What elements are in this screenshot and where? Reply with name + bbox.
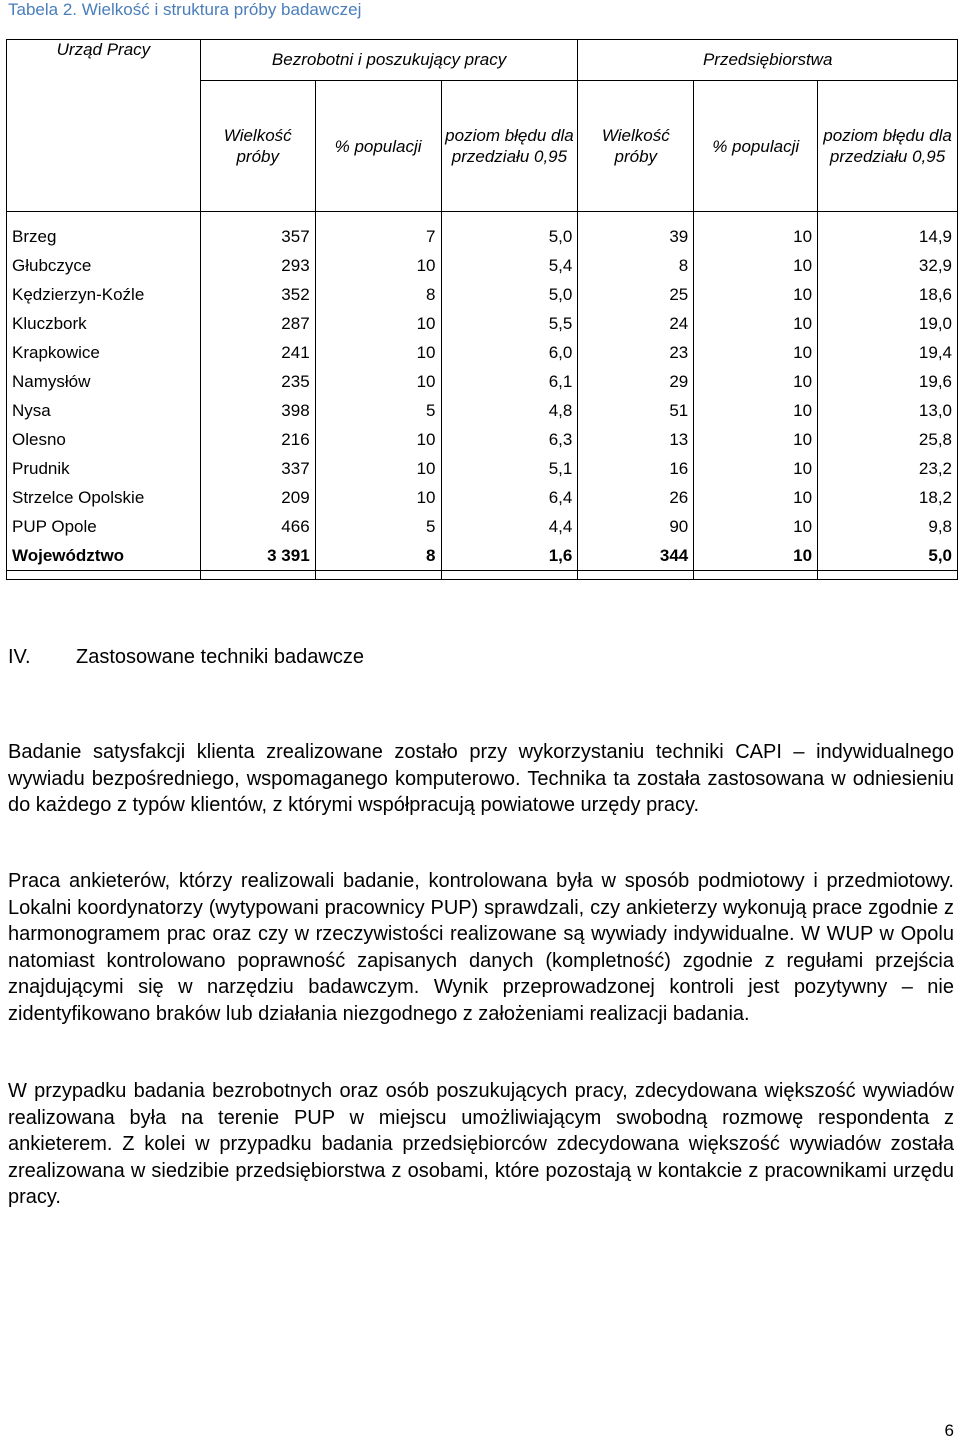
value-cell: 10 — [694, 338, 818, 367]
table-row — [7, 425, 958, 454]
office-name-cell: Kluczbork — [7, 309, 201, 338]
office-name-cell: Prudnik — [7, 454, 201, 483]
value-cell: 216 — [200, 425, 315, 454]
value-cell: 8 — [578, 251, 694, 280]
value-cell: 4,8 — [441, 396, 578, 425]
value-cell: 19,6 — [818, 367, 958, 396]
value-cell: 8 — [315, 280, 441, 309]
value-cell: 10 — [694, 251, 818, 280]
table-row — [7, 309, 958, 338]
table-bottom-spacer — [7, 571, 201, 580]
office-name-cell: Namysłów — [7, 367, 201, 396]
table-caption: Tabela 2. Wielkość i struktura próby badawczej — [8, 0, 362, 19]
office-name-cell: Krapkowice — [7, 338, 201, 367]
table-bottom-spacer — [315, 571, 441, 580]
section-heading — [8, 646, 364, 669]
office-name-cell: Strzelce Opolskie — [7, 483, 201, 512]
table-row — [7, 251, 958, 280]
value-cell: 14,9 — [818, 222, 958, 251]
table-bottom-spacer — [441, 571, 578, 580]
value-cell: 8 — [315, 541, 441, 571]
value-cell: 10 — [694, 396, 818, 425]
value-cell: 19,0 — [818, 309, 958, 338]
value-cell: 29 — [578, 367, 694, 396]
value-cell: 235 — [200, 367, 315, 396]
value-cell: 10 — [694, 483, 818, 512]
value-cell: 10 — [315, 454, 441, 483]
header-error-level-companies: poziom błędu dla przedziału 0,95 — [818, 81, 958, 212]
value-cell: 5,0 — [818, 541, 958, 571]
paragraph-capi: Badanie satysfakcji klienta zrealizowane zostało przy wykorzystaniu techniki CAPI – indywidualnego wywiadu bezpośredniego, wspomaganego komputerowo. Technika ta została zastosowana w odniesieniu do każdego z typów klientów, z którymi współpracują powiatowe urzędy pracy. — [8, 741, 954, 816]
section-title: Zastosowane techniki badawcze — [76, 646, 364, 668]
value-cell: 337 — [200, 454, 315, 483]
value-cell: 10 — [315, 251, 441, 280]
table-bottom-spacer — [578, 571, 694, 580]
table-row — [7, 454, 958, 483]
table-row — [7, 367, 958, 396]
value-cell: 1,6 — [441, 541, 578, 571]
office-name-cell: Województwo — [7, 541, 201, 571]
value-cell: 25 — [578, 280, 694, 309]
value-cell: 5 — [315, 512, 441, 541]
office-name-cell: Głubczyce — [7, 251, 201, 280]
value-cell: 18,2 — [818, 483, 958, 512]
value-cell: 90 — [578, 512, 694, 541]
value-cell: 9,8 — [818, 512, 958, 541]
value-cell: 4,4 — [441, 512, 578, 541]
value-cell: 344 — [578, 541, 694, 571]
value-cell: 6,4 — [441, 483, 578, 512]
value-cell: 5 — [315, 396, 441, 425]
value-cell: 6,3 — [441, 425, 578, 454]
paragraph-interviewer-control: Praca ankieterów, którzy realizowali badanie, kontrolowana była w sposób podmiotowy i przedmiotowy. Lokalni koordynatorzy (wytypowani pracownicy PUP) sprawdzali, czy ankieterzy wykonują prace zgodnie z harmonogramem prac oraz czy w rzeczywistości realizowane są wywiady indywidualne. W WUP w Opolu natomiast kontrolowano poprawność zapisanych danych (kompletność) zgodnie z regułami przejścia znajdującymi się w narzędziu badawczym. Wynik przeprowadzonej kontroli jest pozytywny – nie zidentyfikowano braków lub działania niezgodnego z założeniami realizacji badania. — [8, 870, 954, 1025]
value-cell: 241 — [200, 338, 315, 367]
table-row — [7, 280, 958, 309]
table-bottom-spacer — [200, 571, 315, 580]
table-body — [7, 212, 958, 580]
value-cell: 23 — [578, 338, 694, 367]
office-name-cell: Olesno — [7, 425, 201, 454]
value-cell: 5,1 — [441, 454, 578, 483]
header-office: Urząd Pracy — [7, 40, 201, 212]
office-name-cell: Nysa — [7, 396, 201, 425]
table-bottom-spacer — [694, 571, 818, 580]
value-cell: 51 — [578, 396, 694, 425]
value-cell: 10 — [694, 280, 818, 309]
table-row — [7, 338, 958, 367]
value-cell: 5,0 — [441, 280, 578, 309]
value-cell: 10 — [694, 309, 818, 338]
sample-table — [6, 39, 958, 580]
value-cell: 3 391 — [200, 541, 315, 571]
value-cell: 10 — [315, 338, 441, 367]
table-row — [7, 396, 958, 425]
value-cell: 357 — [200, 222, 315, 251]
value-cell: 287 — [200, 309, 315, 338]
header-group-companies: Przedsiębiorstwa — [578, 40, 958, 81]
value-cell: 10 — [315, 309, 441, 338]
value-cell: 6,0 — [441, 338, 578, 367]
table-row — [7, 222, 958, 251]
header-sample-size-companies: Wielkość próby — [578, 81, 694, 212]
value-cell: 26 — [578, 483, 694, 512]
header-sample-size-unemployed: Wielkość próby — [200, 81, 315, 212]
value-cell: 5,5 — [441, 309, 578, 338]
value-cell: 7 — [315, 222, 441, 251]
value-cell: 16 — [578, 454, 694, 483]
value-cell: 25,8 — [818, 425, 958, 454]
value-cell: 19,4 — [818, 338, 958, 367]
value-cell: 466 — [200, 512, 315, 541]
office-name-cell: Brzeg — [7, 222, 201, 251]
value-cell: 293 — [200, 251, 315, 280]
value-cell: 398 — [200, 396, 315, 425]
value-cell: 24 — [578, 309, 694, 338]
value-cell: 23,2 — [818, 454, 958, 483]
value-cell: 10 — [694, 512, 818, 541]
value-cell: 39 — [578, 222, 694, 251]
table-row — [7, 512, 958, 541]
value-cell: 10 — [315, 425, 441, 454]
header-error-level-unemployed: poziom błędu dla przedziału 0,95 — [441, 81, 578, 212]
value-cell: 5,4 — [441, 251, 578, 280]
value-cell: 13 — [578, 425, 694, 454]
value-cell: 10 — [694, 367, 818, 396]
value-cell: 10 — [694, 454, 818, 483]
header-population-pct-companies: % populacji — [694, 81, 818, 212]
header-population-pct-unemployed: % populacji — [315, 81, 441, 212]
office-name-cell: Kędzierzyn-Koźle — [7, 280, 201, 309]
section-number: IV. — [8, 646, 31, 668]
value-cell: 10 — [694, 222, 818, 251]
value-cell: 32,9 — [818, 251, 958, 280]
header-group-unemployed: Bezrobotni i poszukujący pracy — [200, 40, 578, 81]
value-cell: 18,6 — [818, 280, 958, 309]
table-row — [7, 483, 958, 512]
paragraph-interview-location: W przypadku badania bezrobotnych oraz osób poszukujących pracy, zdecydowana większość wywiadów realizowana była na terenie PUP w miejscu umożliwiającym swobodną rozmowę respondenta z ankieterem. Z kolei w przypadku badania przedsiębiorców zdecydowana większość wywiadów została zrealizowana w siedzibie przedsiębiorstwa z osobami, które pozostają w kontakcie z pracownikami urzędu pracy. — [8, 1080, 954, 1208]
value-cell: 10 — [694, 541, 818, 571]
value-cell: 13,0 — [818, 396, 958, 425]
value-cell: 10 — [315, 367, 441, 396]
value-cell: 352 — [200, 280, 315, 309]
value-cell: 10 — [694, 425, 818, 454]
table-total-row — [7, 541, 958, 571]
value-cell: 6,1 — [441, 367, 578, 396]
value-cell: 5,0 — [441, 222, 578, 251]
value-cell: 10 — [315, 483, 441, 512]
table-bottom-spacer — [818, 571, 958, 580]
office-name-cell: PUP Opole — [7, 512, 201, 541]
page-number: 6 — [944, 1421, 954, 1440]
value-cell: 209 — [200, 483, 315, 512]
